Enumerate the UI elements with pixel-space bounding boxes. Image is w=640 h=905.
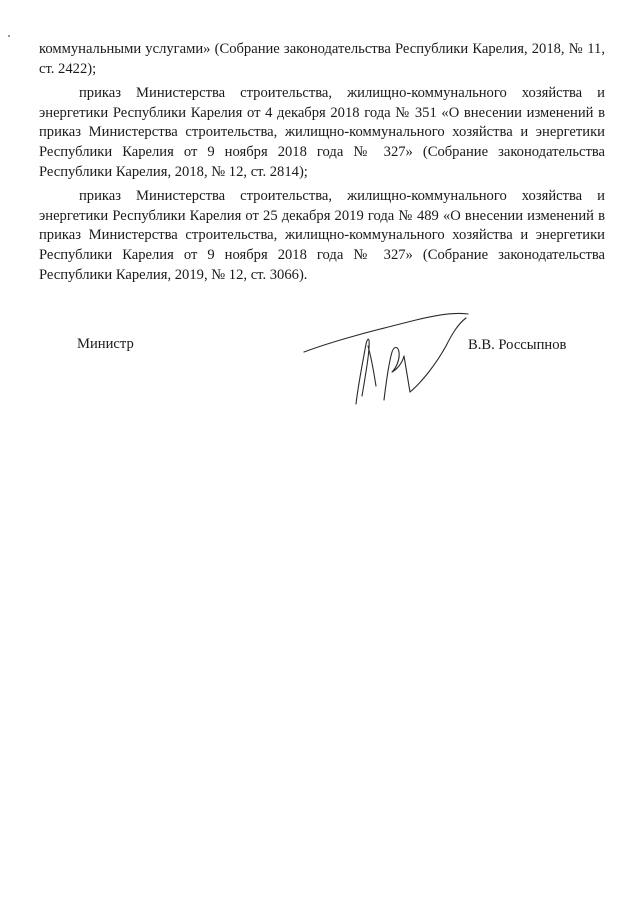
scan-speck (8, 35, 10, 37)
paragraph-continuation: коммунальными услугами» (Собрание законодательства Республики Карелия, 2018, № 11, ст. 2422); (39, 41, 605, 77)
paragraph-order-489: приказ Министерства строительства, жилищно-коммунального хозяйства и энергетики Республики Карелия от 25 декабря 2019 года № 489 «О внесении изменений в приказ Министерства строительства, жилищно-коммунального хозяйства и энергетики Республики Карелия от 9 ноября 2018 года № 327» (Собрание законодательства Республики Карелия, 2019, № 12, ст. 3066). (39, 188, 605, 283)
document-body (39, 40, 605, 290)
paragraph-order-351: приказ Министерства строительства, жилищно-коммунального хозяйства и энергетики Республики Карелия от 4 декабря 2018 года № 351 «О внесении изменений в приказ Министерства строительства, жилищно-коммунального хозяйства и энергетики Республики Карелия от 9 ноября 2018 года № 327» (Собрание законодательства Республики Карелия, 2018, № 12, ст. 2814); (39, 85, 605, 180)
signatory-role: Министр (77, 336, 134, 352)
signatory-name: В.В. Россыпнов (468, 337, 567, 353)
handwritten-signature (296, 300, 476, 415)
